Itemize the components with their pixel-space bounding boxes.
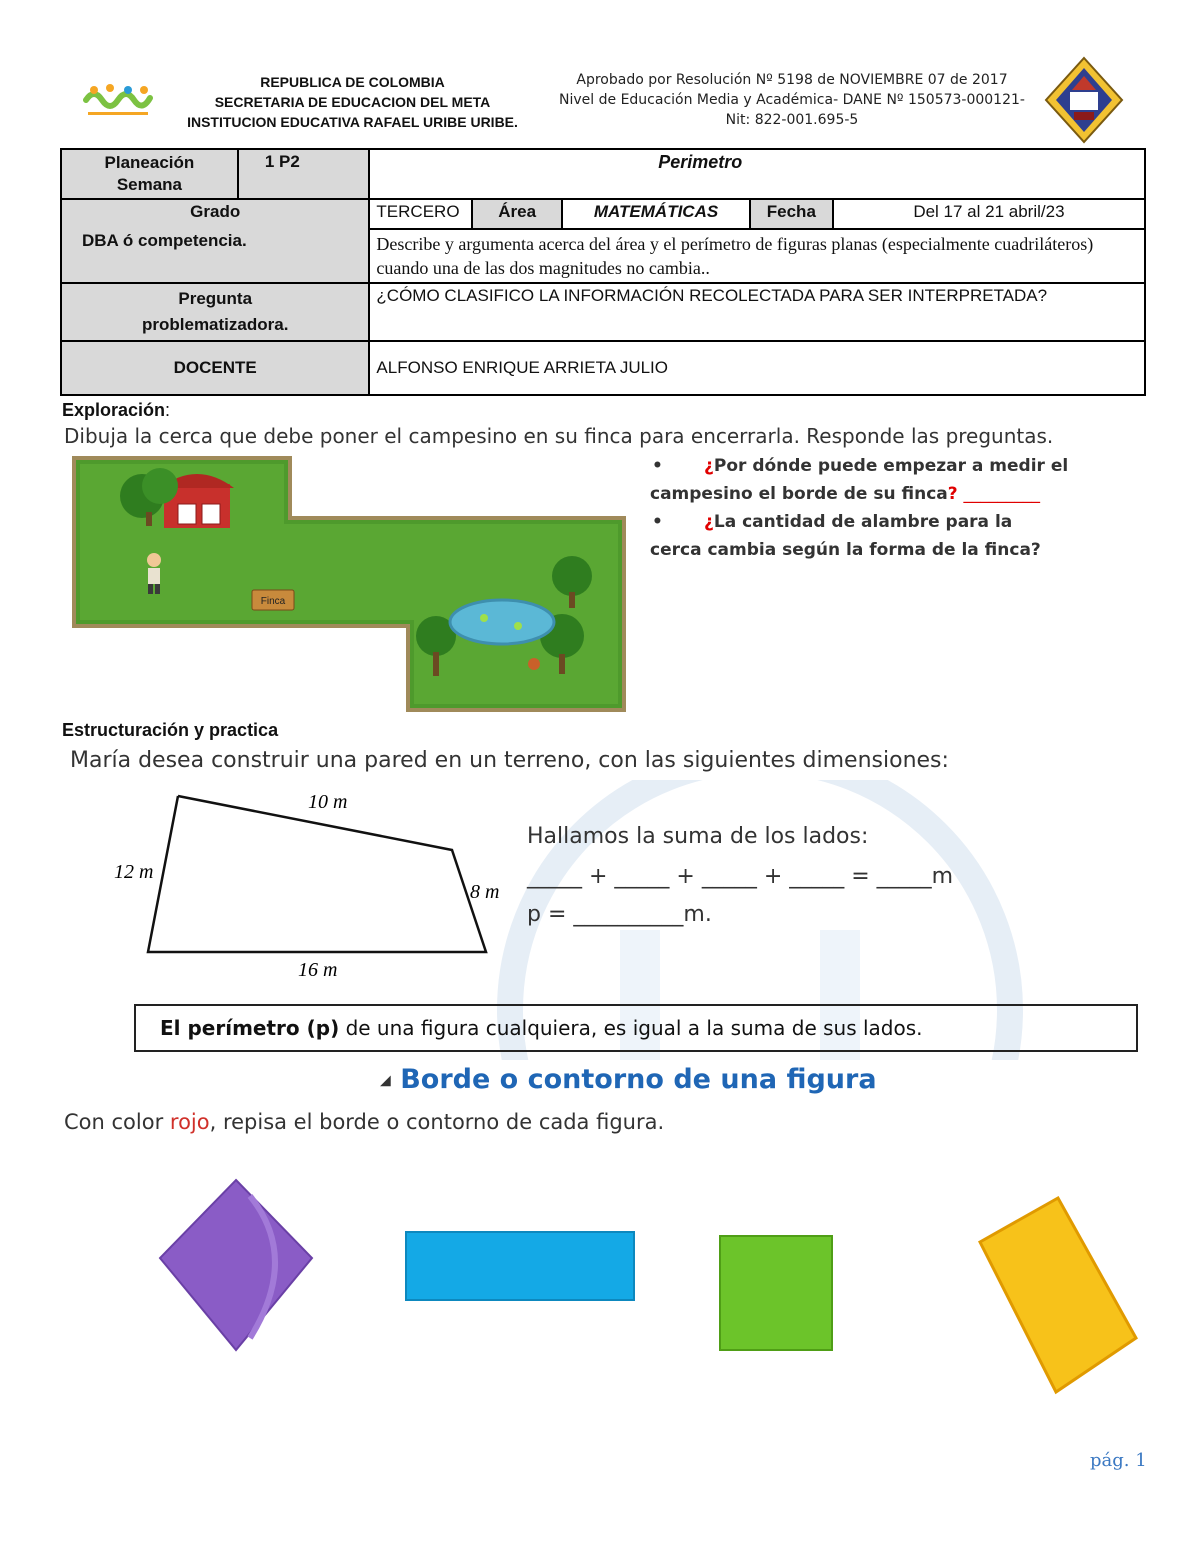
area-label: Área (472, 199, 562, 229)
shapes-row (150, 1170, 1150, 1410)
week-value: 1 P2 (238, 149, 370, 199)
semana-label: Semana (116, 175, 183, 194)
farm-sign-text: Finca (260, 596, 286, 607)
borde-title: ◢ Borde o contorno de una figura (380, 1064, 877, 1095)
dba-value: Describe y argumenta acerca del área y el perímetro de figuras planas (especialmente cuadriláteros) cuando una de las dos magnitudes no cambia.. (369, 229, 1145, 283)
grado-label: Grado (61, 199, 369, 229)
docente-label: DOCENTE (61, 341, 369, 395)
fecha-value: Del 17 al 21 abril/23 (833, 199, 1145, 229)
purple-rhombus (160, 1180, 312, 1350)
farm-illustration (72, 456, 628, 712)
side-left-label: 12 m (114, 861, 154, 883)
side-top-label: 10 m (308, 791, 348, 813)
fecha-label: Fecha (750, 199, 833, 229)
blue-rectangle (406, 1232, 634, 1300)
exploracion-title: Exploración: (62, 400, 171, 420)
perimeter-line: p = __________m. (527, 902, 712, 927)
exploracion-questions: • ¿Por dónde puede empezar a medir el campesino el borde de su finca? _________ • ¿La cantidad de alambre para la cerca cambia según la forma de la finca? (650, 456, 1069, 560)
grado-value: TERCERO (369, 199, 472, 229)
perimeter-definition: El perímetro (p) de una figura cualquiera, es igual a la suma de sus lados. (134, 1004, 1138, 1052)
side-bottom-label: 16 m (298, 959, 338, 981)
side-right-label: 8 m (470, 881, 500, 903)
triangle-icon: ◢ (380, 1072, 391, 1089)
area-value: MATEMÁTICAS (562, 199, 750, 229)
page-number: pág. 1 (1090, 1450, 1147, 1471)
dba-label: DBA ó competencia. (61, 229, 369, 283)
borde-instruction: Con color rojo, repisa el borde o contorno de cada figura. (64, 1110, 665, 1134)
resolution-header: Aprobado por Resolución Nº 5198 de NOVIEMBRE 07 de 2017 Nivel de Educación Media y Académica- DANE Nº 150573-000121- Nit: 822-001.695-5 (559, 72, 1025, 128)
school-crest (1044, 56, 1124, 144)
estructuracion-statement: María desea construir una pared en un terreno, con las siguientes dimensiones: (70, 748, 949, 773)
estructuracion-title: Estructuración y practica (62, 720, 279, 740)
planeacion-label: Planeación (104, 153, 195, 172)
planning-table (60, 148, 1146, 396)
exploracion-instruction: Dibuja la cerca que debe poner el campesino en su finca para encerrarla. Responde las preguntas. (64, 424, 1054, 448)
yellow-rectangle (980, 1198, 1136, 1392)
green-square (720, 1236, 832, 1350)
docente-value: ALFONSO ENRIQUE ARRIETA JULIO (369, 341, 1145, 395)
sum-line: _____ + _____ + _____ + _____ = _____m (527, 864, 954, 889)
institution-header: REPUBLICA DE COLOMBIA SECRETARIA DE EDUCACION DEL META INSTITUCION EDUCATIVA RAFAEL URIBE URIBE. (187, 74, 518, 130)
sum-title: Hallamos la suma de los lados: (527, 824, 869, 849)
pregunta-value: ¿CÓMO CLASIFICO LA INFORMACIÓN RECOLECTADA PARA SER INTERPRETADA? (369, 283, 1145, 341)
topic-title: Perimetro (369, 149, 1145, 199)
secretaria-logo (80, 80, 160, 124)
pregunta-label: Pregunta problematizadora. (61, 283, 369, 341)
